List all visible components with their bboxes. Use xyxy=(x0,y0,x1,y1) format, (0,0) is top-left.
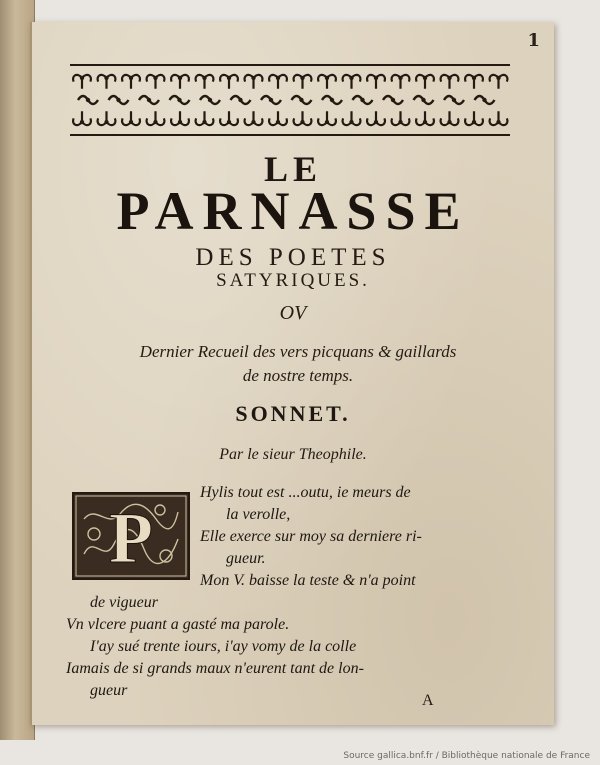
title-line-parnasse: PARNASSE xyxy=(116,181,470,241)
poem-line: Elle exerce sur moy sa derniere ri- xyxy=(200,528,422,545)
ornamental-band-icon xyxy=(70,64,510,136)
poem-line: Iamais de si grands maux n'eurent tant de lon- xyxy=(66,660,364,677)
title-line-satyriques: SATYRIQUES. xyxy=(216,270,370,291)
title-line-le: LE xyxy=(263,149,323,189)
poem-line: gueur xyxy=(90,682,128,699)
recueil-line-2: de nostre temps. xyxy=(242,366,354,385)
poem-line: la verolle, xyxy=(226,506,291,523)
poem-line: gueur. xyxy=(226,550,266,567)
recueil-subtitle xyxy=(68,340,528,388)
page-number: 1 xyxy=(527,30,540,51)
poem-line: Mon V. baisse la teste & n'a point xyxy=(200,572,416,589)
separator-ou: OV xyxy=(279,302,307,324)
sonnet-heading: SONNET. xyxy=(235,401,351,426)
recueil-line-1: Dernier Recueil des vers picquans & gaillards xyxy=(139,342,457,361)
drop-cap-letter: P xyxy=(109,498,153,578)
author-credit: Par le sieur Theophile. xyxy=(219,446,367,463)
poem-line: I'ay sué trente iours, i'ay vomy de la colle xyxy=(90,638,357,655)
book-page xyxy=(30,22,554,725)
poem-line: de vigueur xyxy=(90,594,158,611)
source-credit: Source gallica.bnf.fr / Bibliothèque nationale de France xyxy=(343,751,590,761)
floral-drop-cap-icon xyxy=(74,494,188,578)
poem-line: Hylis tout est ...outu, ie meurs de xyxy=(200,484,411,501)
signature-mark: A xyxy=(422,692,434,709)
title-line-des-poetes: DES POETES xyxy=(195,244,391,271)
poem-line: Vn vlcere puant a gasté ma parole. xyxy=(66,616,290,633)
drop-cap-p xyxy=(72,492,190,580)
